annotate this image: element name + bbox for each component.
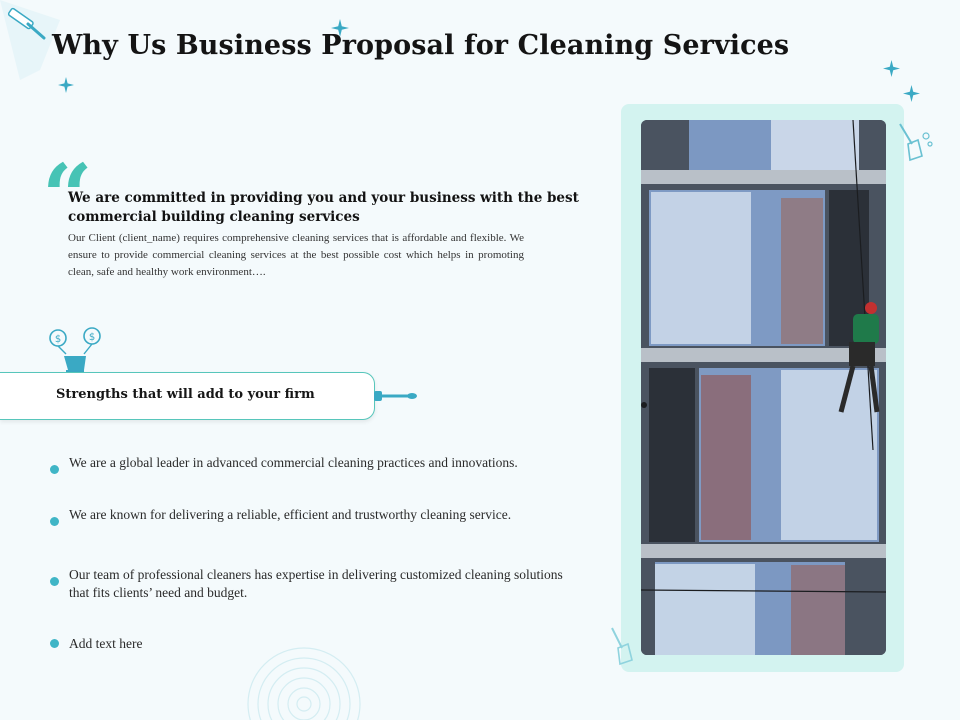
brush-icon [374, 389, 418, 403]
page-title: Why Us Business Proposal for Cleaning Services [52, 30, 790, 61]
sparkle-icon [58, 77, 74, 93]
broom-icon [896, 122, 936, 162]
strength-point-2: We are known for delivering a reliable, efficient and trustworthy cleaning service. [69, 507, 512, 522]
strength-point-3: Our team of professional cleaners has expertise in delivering customized cleaning solutions that fits clients’ need and budget. [69, 567, 563, 600]
strengths-banner [0, 372, 375, 420]
bullet-dot [50, 577, 59, 586]
window-cleaner-photo [641, 120, 886, 655]
svg-text:$: $ [54, 334, 62, 345]
sparkle-icon [903, 85, 920, 102]
quote-headline: We are committed in providing you and your business with the best commercial building cleaning services [68, 190, 579, 225]
concentric-circles-decoration [244, 644, 364, 720]
broom-icon [606, 626, 642, 668]
strength-point-4: Add text here [69, 636, 143, 651]
bullet-dot [50, 639, 59, 648]
strength-point-1: We are a global leader in advanced commercial cleaning practices and innovations. [69, 455, 518, 470]
quote-body: Our Client (client_name) requires comprehensive cleaning services that is affordable and flexible. We ensure to provide commercial cleaning services at the best possible cost which helps in promoting clean, safe and healthy work environment…. [68, 232, 524, 278]
quote-mark-icon: “ [42, 144, 93, 248]
svg-text:$: $ [88, 332, 96, 343]
sparkle-icon [883, 60, 900, 77]
bullet-dot [50, 465, 59, 474]
strengths-label: Strengths that will add to your firm [56, 387, 315, 402]
bullet-dot [50, 517, 59, 526]
